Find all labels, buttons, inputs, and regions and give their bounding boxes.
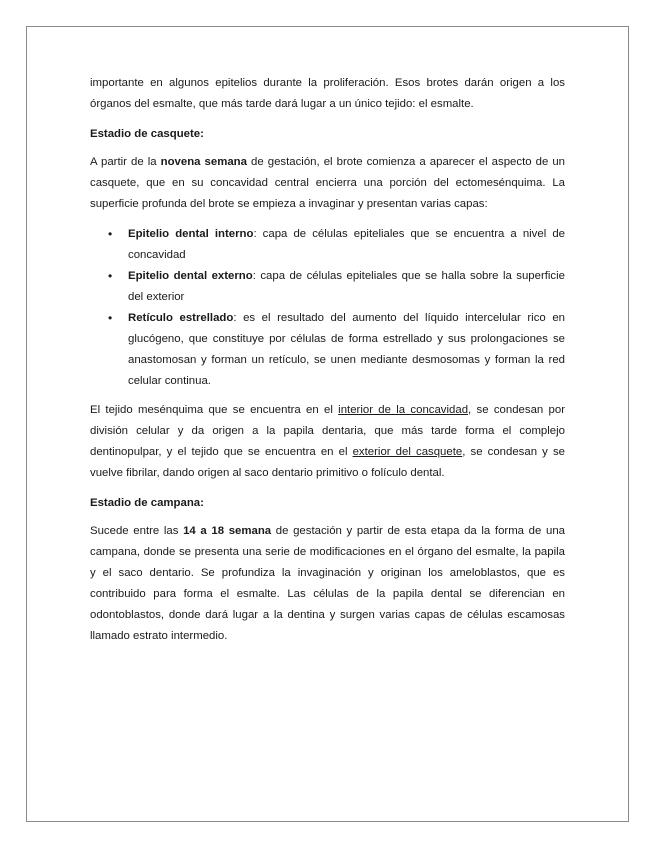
list-item: [128, 266, 565, 308]
page-content: [90, 73, 565, 656]
casquete-p1-start: A partir de la: [90, 156, 161, 168]
casquete-paragraph-2: [90, 400, 565, 484]
campana-p-end: de gestación y partir de esta etapa da la forma de una campana, donde se presenta una serie de modificaciones en el órgano del esmalte, la papila y el saco dentario. Se profundiza la invaginación y originan los ameloblastos, que es contribuido para forma el esmalte. Las células de la papila dental se diferencian en odontoblastos, donde dará lugar a la dentina y surgen varias capas de células escamosas llamado estrato intermedio.: [90, 525, 565, 642]
campana-heading: Estadio de campana:: [90, 497, 204, 509]
semana-range-bold: 14 a 18 semana: [183, 525, 272, 537]
interior-concavidad-underline: interior de la concavidad: [338, 404, 469, 416]
intro-paragraph: importante en algunos epitelios durante la proliferación. Esos brotes darán origen a los órganos del esmalte, que más tarde dará lugar a un único tejido: el esmalte.: [90, 77, 565, 110]
list-item-text: : capa de células epiteliales que se halla sobre la superficie del exterior: [128, 270, 565, 303]
campana-p-start: Sucede entre las: [90, 525, 184, 537]
document-page: [26, 26, 629, 822]
casquete-layer-list: [90, 224, 565, 392]
exterior-casquete-underline: exterior del casquete: [352, 446, 463, 458]
casquete-p2-c: , se condesan y se vuelve fibrilar, dando origen al saco dentario primitivo o folículo dental.: [90, 446, 565, 479]
list-item-text: : es el resultado del aumento del líquido intercelular rico en glucógeno, que constituye por células de forma estrellado y sus prolongaciones se anastomosan y forman un retículo, se unen mediante desmosomas y forman la red celular continua.: [128, 312, 565, 387]
casquete-paragraph-1: [90, 152, 565, 215]
casquete-p2-b: , se condesan por división celular y da origen a la papila dentaria, que más tarde forma el complejo dentinopulpar, y el tejido que se encuentra en el: [90, 404, 565, 458]
list-item-term: Retículo estrellado: [128, 312, 234, 324]
list-item: [128, 224, 565, 266]
casquete-p2-a: El tejido mesénquima que se encuentra en el: [90, 404, 339, 416]
list-item-text: : capa de células epiteliales que se encuentra a nivel de concavidad: [128, 228, 565, 261]
novena-semana-bold: novena semana: [160, 156, 247, 168]
list-item-term: Epitelio dental externo: [128, 270, 253, 282]
casquete-heading: Estadio de casquete:: [90, 128, 204, 140]
list-item-term: Epitelio dental interno: [128, 228, 254, 240]
casquete-p1-end: de gestación, el brote comienza a aparecer el aspecto de un casquete, que en su concavidad central encierra una porción del ectomesénquima. La superficie profunda del brote se empieza a invaginar y presentan varias capas:: [90, 156, 565, 210]
list-item: [128, 308, 565, 392]
campana-paragraph: [90, 521, 565, 647]
